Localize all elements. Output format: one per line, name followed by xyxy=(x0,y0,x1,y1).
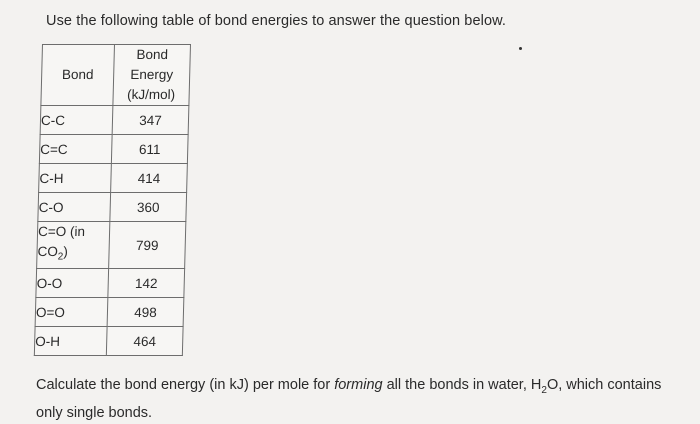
question-part-2: all the bonds in water, H xyxy=(382,377,542,393)
energy-cell: 414 xyxy=(111,164,188,193)
table-row xyxy=(39,135,188,164)
energy-cell: 498 xyxy=(107,298,184,327)
bond-cell: O-O xyxy=(36,269,109,298)
bond-cell-line-2 xyxy=(37,242,109,268)
table-row xyxy=(38,193,187,222)
question-part-3: O, which contains only single bonds. xyxy=(36,377,662,421)
header-energy-line-1: Bond xyxy=(136,47,169,62)
stray-dot xyxy=(519,47,522,50)
bond-cell: C-H xyxy=(39,164,112,193)
question-text xyxy=(36,374,676,424)
bond-energy-table xyxy=(34,44,191,356)
question-subscript: 2 xyxy=(541,384,547,396)
table-row xyxy=(36,269,185,298)
bond-cell: O=O xyxy=(35,298,108,327)
bond-formula-subscript: 2 xyxy=(57,251,64,263)
header-bond-energy xyxy=(113,45,191,106)
header-bond: Bond xyxy=(41,45,115,106)
table-header-row xyxy=(41,45,191,106)
header-energy-line-3: (kJ/mol) xyxy=(126,87,176,102)
energy-cell: 799 xyxy=(109,222,186,269)
table-row xyxy=(39,164,188,193)
instruction-text: Use the following table of bond energies to answer the question below. xyxy=(46,13,507,29)
bond-cell-line-1: C=O (in xyxy=(37,224,86,240)
bond-formula-main: CO xyxy=(37,244,59,260)
table-row xyxy=(34,327,183,356)
table-row xyxy=(35,298,184,327)
bond-cell: C=C xyxy=(39,135,112,164)
bond-formula-close: ) xyxy=(63,244,69,260)
bond-cell xyxy=(37,222,110,269)
bond-cell: C-O xyxy=(38,193,111,222)
bond-cell: C-C xyxy=(40,106,113,135)
question-emphasis: forming xyxy=(334,377,383,393)
energy-cell: 360 xyxy=(110,193,187,222)
header-energy-line-2: Energy xyxy=(130,67,174,82)
energy-cell: 142 xyxy=(108,269,185,298)
energy-cell: 464 xyxy=(106,327,183,356)
table-row xyxy=(37,222,186,269)
table-row xyxy=(40,106,189,135)
bond-cell: O-H xyxy=(34,327,107,356)
question-part-1: Calculate the bond energy (in kJ) per mole for xyxy=(36,377,335,393)
energy-cell: 611 xyxy=(111,135,188,164)
energy-cell: 347 xyxy=(112,106,189,135)
